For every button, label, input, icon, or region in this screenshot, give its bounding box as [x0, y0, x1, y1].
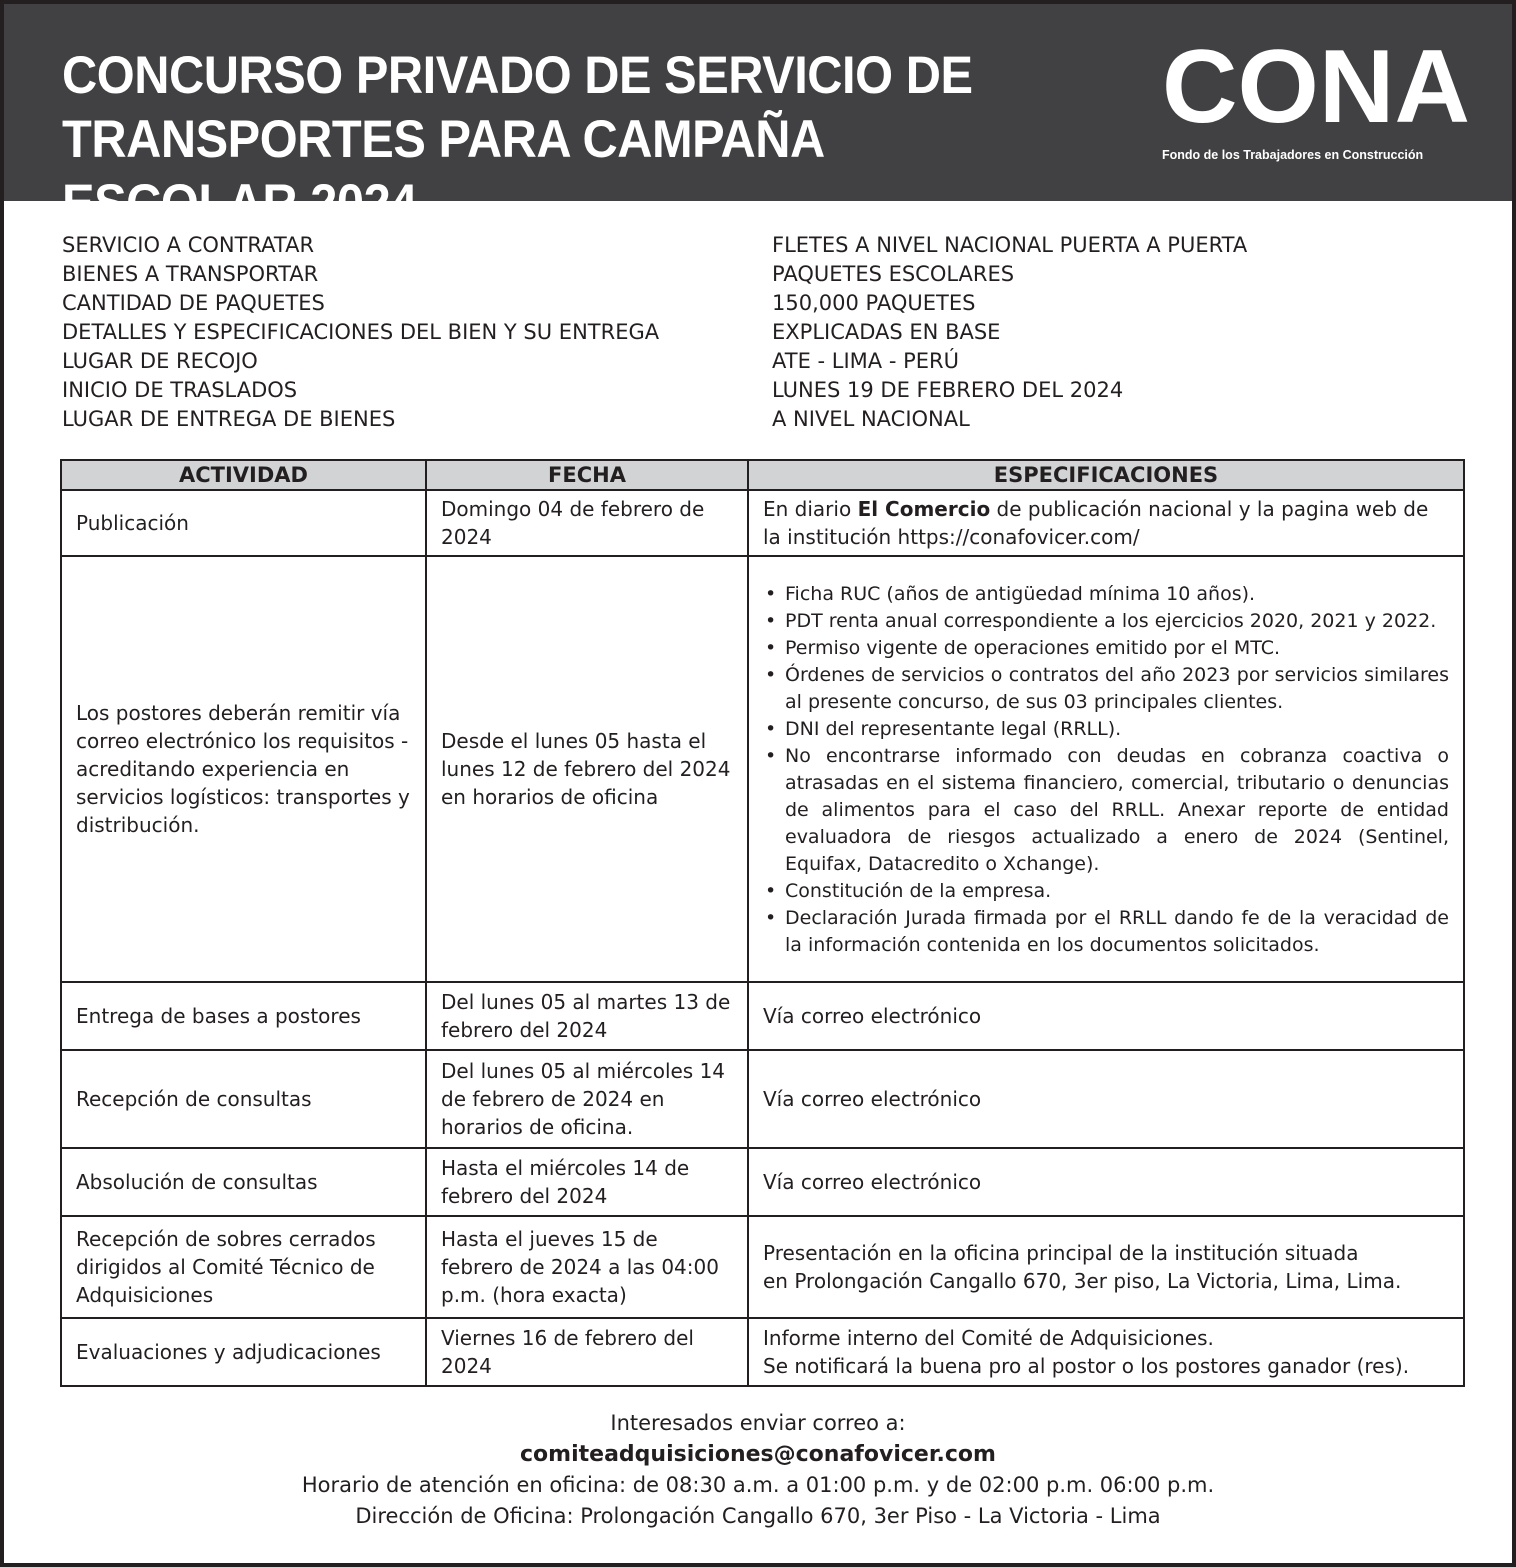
info-label: BIENES A TRANSPORTAR	[62, 262, 319, 286]
list-item: • Constitución de la empresa.	[763, 878, 1449, 905]
office-hours: Horario de atención en oficina: de 08:30 a.m. a 01:00 p.m. y de 02:00 p.m. 06:00 p.m.	[301, 1473, 1215, 1497]
info-labels	[62, 231, 752, 434]
list-item: • Declaración Jurada firmada por el RRLL dando fe de la veracidad de la información contenida en los documentos solicitados.	[763, 905, 1449, 959]
table-row	[61, 490, 1464, 556]
info-label: LUGAR DE ENTREGA DE BIENES	[62, 407, 396, 431]
cell-date: Del lunes 05 al miércoles 14 de febrero de 2024 en horarios de oficina.	[426, 1050, 748, 1148]
list-item: • Permiso vigente de operaciones emitido por el MTC.	[763, 635, 1449, 662]
info-value: PAQUETES ESCOLARES	[772, 262, 1015, 286]
newspaper-name: El Comercio	[857, 497, 991, 521]
cell-date: Desde el lunes 05 hasta el lunes 12 de febrero del 2024 en horarios de oficina	[426, 556, 748, 982]
cell-specs	[748, 556, 1464, 982]
header-banner	[4, 4, 1512, 233]
info-label: SERVICIO A CONTRATAR	[62, 233, 315, 257]
title-line-1: CONCURSO PRIVADO DE SERVICIO DE	[62, 46, 973, 105]
contact-intro: Interesados enviar correo a:	[610, 1411, 906, 1435]
requirements-list	[763, 581, 1449, 959]
info-values	[772, 231, 1462, 434]
table-row	[61, 1216, 1464, 1318]
page-title	[62, 44, 1056, 236]
info-label: LUGAR DE RECOJO	[62, 349, 258, 373]
spec-line: Se notificará la buena pro al postor o los postores ganador (res).	[763, 1354, 1410, 1378]
table-header-row	[61, 460, 1464, 490]
cell-activity: Publicación	[61, 490, 426, 556]
info-label: INICIO DE TRASLADOS	[62, 378, 298, 402]
cell-activity: Absolución de consultas	[61, 1148, 426, 1216]
cona-logo-mark	[1162, 36, 1472, 136]
info-label: DETALLES Y ESPECIFICACIONES DEL BIEN Y SU ENTREGA	[62, 320, 660, 344]
cell-date: Hasta el jueves 15 de febrero de 2024 a las 04:00 p.m. (hora exacta)	[426, 1216, 748, 1318]
cell-specs	[748, 1216, 1464, 1318]
cona-logo	[1162, 36, 1472, 166]
cell-date: Hasta el miércoles 14 de febrero del 2024	[426, 1148, 748, 1216]
header-specs: ESPECIFICACIONES	[748, 460, 1464, 490]
title-line-2: TRANSPORTES PARA CAMPAÑA ESCOLAR 2024	[62, 110, 824, 233]
contact-email-link[interactable]: comiteadquisiciones@conafovicer.com	[520, 1442, 996, 1467]
cell-specs: Vía correo electrónico	[748, 1148, 1464, 1216]
table-row	[61, 982, 1464, 1050]
cell-specs: Vía correo electrónico	[748, 1050, 1464, 1148]
cell-specs	[748, 490, 1464, 556]
cell-activity: Los postores deberán remitir vía correo electrónico los requisitos - acreditando experiencia en servicios logísticos: transportes y distribución.	[61, 556, 426, 982]
info-value: ATE - LIMA - PERÚ	[772, 349, 959, 373]
info-value: FLETES A NIVEL NACIONAL PUERTA A PUERTA	[772, 233, 1248, 257]
header-date: FECHA	[426, 460, 748, 490]
info-value: A NIVEL NACIONAL	[772, 407, 970, 431]
table-row	[61, 1148, 1464, 1216]
info-value: EXPLICADAS EN BASE	[772, 320, 1001, 344]
table-row	[61, 1050, 1464, 1148]
list-item: • No encontrarse informado con deudas en cobranza coactiva o atrasadas en el sistema financiero, comercial, tributario o denuncias de alimentos para el caso del RRLL. Anexar reporte de entidad evaluadora de riesgos actualizado a enero de 2024 (Sentinel, Equifax, Datacredito o Xchange).	[763, 743, 1449, 878]
spec-text: En diario	[763, 497, 858, 521]
cell-activity: Evaluaciones y adjudicaciones	[61, 1318, 426, 1386]
cell-date: Viernes 16 de febrero del 2024	[426, 1318, 748, 1386]
info-label: CANTIDAD DE PAQUETES	[62, 291, 325, 315]
spec-text: de publicación nacional y la pagina web de la institución https://conafovicer.com/	[763, 497, 1429, 549]
cell-activity: Recepción de consultas	[61, 1050, 426, 1148]
list-item: • Ficha RUC (años de antigüedad mínima 10 años).	[763, 581, 1449, 608]
list-item: • Órdenes de servicios o contratos del año 2023 por servicios similares al presente concurso, de sus 03 principales clientes.	[763, 662, 1449, 716]
table-row	[61, 1318, 1464, 1386]
header-activity: ACTIVIDAD	[61, 460, 426, 490]
info-value: 150,000 PAQUETES	[772, 291, 976, 315]
spec-line: en Prolongación Cangallo 670, 3er piso, La Victoria, Lima, Lima.	[763, 1269, 1402, 1293]
cell-activity: Entrega de bases a postores	[61, 982, 426, 1050]
list-item: • PDT renta anual correspondiente a los ejercicios 2020, 2021 y 2022.	[763, 608, 1449, 635]
info-value: LUNES 19 DE FEBRERO DEL 2024	[772, 378, 1124, 402]
logo-subtitle: Fondo de los Trabajadores en Construcción	[1162, 148, 1424, 162]
contact-footer	[4, 1408, 1512, 1532]
cell-date: Domingo 04 de febrero de 2024	[426, 490, 748, 556]
list-item: • DNI del representante legal (RRLL).	[763, 716, 1449, 743]
cell-specs	[748, 1318, 1464, 1386]
spec-line: Presentación en la oficina principal de la institución situada	[763, 1241, 1359, 1265]
logo-wordmark: CONA	[1162, 36, 1470, 136]
spec-line: Informe interno del Comité de Adquisiciones.	[763, 1326, 1214, 1350]
cell-date: Del lunes 05 al martes 13 de febrero del 2024	[426, 982, 748, 1050]
cell-activity: Recepción de sobres cerrados dirigidos al Comité Técnico de Adquisiciones	[61, 1216, 426, 1318]
office-address: Dirección de Oficina: Prolongación Cangallo 670, 3er Piso - La Victoria - Lima	[355, 1504, 1161, 1528]
schedule-table	[60, 459, 1465, 1387]
cell-specs: Vía correo electrónico	[748, 982, 1464, 1050]
table-row	[61, 556, 1464, 982]
